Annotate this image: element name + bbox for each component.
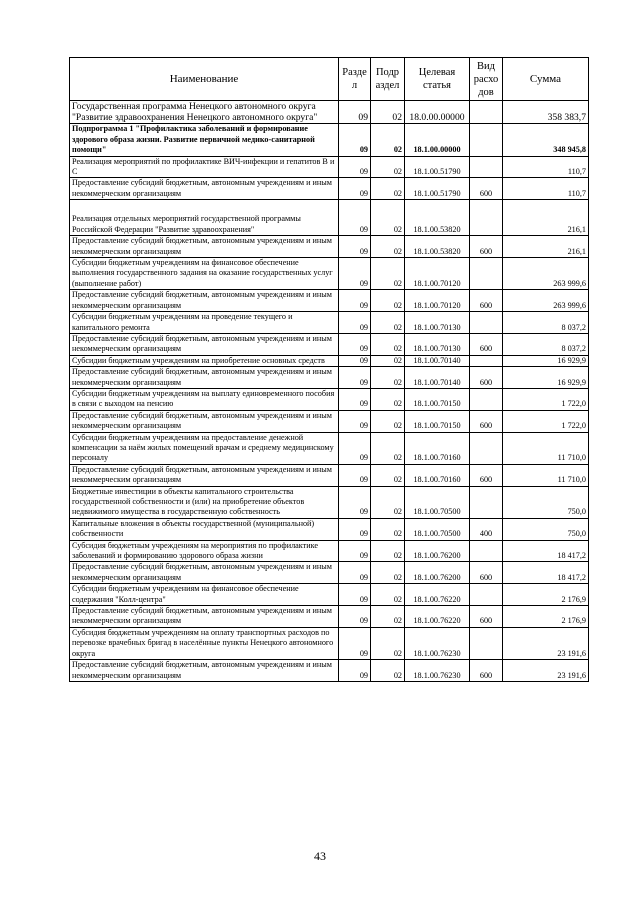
row-amount: 110,7	[503, 178, 589, 200]
row-name: Субсидии бюджетным учреждениям на приобретение основных средств	[70, 355, 339, 366]
row-amount: 358 383,7	[503, 101, 589, 124]
row-article: 18.1.00.53820	[405, 200, 470, 236]
table-row	[70, 606, 589, 628]
row-article: 18.1.00.70120	[405, 290, 470, 312]
table-row	[70, 156, 589, 178]
page-number: 43	[314, 849, 326, 863]
row-article: 18.1.00.76220	[405, 606, 470, 628]
row-subsection: 02	[371, 101, 405, 124]
table-row	[70, 660, 589, 682]
row-section: 09	[339, 388, 371, 410]
row-expense-type: 600	[470, 410, 503, 432]
row-subsection: 02	[371, 312, 405, 334]
row-subsection: 02	[371, 432, 405, 464]
row-name: Субсидии бюджетным учреждениям на финансовое обеспечение выполнения государственного задания на оказание государственных услуг (выполнение работ)	[70, 258, 339, 290]
row-section: 09	[339, 486, 371, 518]
row-subsection: 02	[371, 124, 405, 156]
row-article: 18.1.00.70160	[405, 464, 470, 486]
row-subsection: 02	[371, 584, 405, 606]
table-row	[70, 432, 589, 464]
row-article: 18.1.00.70150	[405, 410, 470, 432]
table-row	[70, 178, 589, 200]
table-row	[70, 258, 589, 290]
table-row	[70, 486, 589, 518]
row-amount: 16 929,9	[503, 355, 589, 366]
row-amount: 8 037,2	[503, 312, 589, 334]
table-row	[70, 627, 589, 659]
row-amount: 348 945,8	[503, 124, 589, 156]
row-expense-type: 600	[470, 178, 503, 200]
row-subsection: 02	[371, 178, 405, 200]
row-article: 18.1.00.70150	[405, 388, 470, 410]
row-article: 18.1.00.51790	[405, 156, 470, 178]
row-article: 18.1.00.76230	[405, 660, 470, 682]
row-subsection: 02	[371, 464, 405, 486]
row-name: Предоставление субсидий бюджетным, автономным учреждениям и иным некоммерческим организациям	[70, 367, 339, 389]
row-section: 09	[339, 432, 371, 464]
row-amount: 110,7	[503, 156, 589, 178]
row-article: 18.1.00.76220	[405, 584, 470, 606]
row-name: Реализация отдельных мероприятий государственной программы Российской Федерации "Развитие здравоохранения"	[70, 200, 339, 236]
row-subsection: 02	[371, 355, 405, 366]
table-header	[70, 58, 589, 101]
row-name: Субсидии бюджетным учреждениям на предоставление денежной компенсации за наём жилых помещений врачам и среднему медицинскому персоналу	[70, 432, 339, 464]
row-expense-type	[470, 627, 503, 659]
row-subsection: 02	[371, 518, 405, 540]
row-subsection: 02	[371, 410, 405, 432]
row-name: Бюджетные инвестиции в объекты капитального строительства государственной собственности и (или) на приобретение объектов недвижимого имущества в государственную собственность	[70, 486, 339, 518]
row-expense-type	[470, 101, 503, 124]
row-subsection: 02	[371, 258, 405, 290]
row-section: 09	[339, 540, 371, 562]
table-row	[70, 518, 589, 540]
header-expense-type: Вид расхо дов	[470, 58, 503, 101]
row-subsection: 02	[371, 486, 405, 518]
row-name: Предоставление субсидий бюджетным, автономным учреждениям и иным некоммерческим организациям	[70, 410, 339, 432]
row-name: Предоставление субсидий бюджетным, автономным учреждениям и иным некоммерческим организациям	[70, 236, 339, 258]
row-expense-type: 600	[470, 236, 503, 258]
table-row	[70, 101, 589, 124]
table-body	[70, 101, 589, 682]
row-amount: 750,0	[503, 486, 589, 518]
row-amount: 11 710,0	[503, 432, 589, 464]
row-expense-type: 600	[470, 333, 503, 355]
row-section: 09	[339, 178, 371, 200]
row-name: Реализация мероприятий по профилактике ВИЧ-инфекции и гепатитов В и С	[70, 156, 339, 178]
row-article: 18.1.00.70500	[405, 518, 470, 540]
table-row	[70, 367, 589, 389]
row-subsection: 02	[371, 540, 405, 562]
row-section: 09	[339, 584, 371, 606]
row-section: 09	[339, 518, 371, 540]
row-expense-type	[470, 200, 503, 236]
row-article: 18.1.00.76200	[405, 562, 470, 584]
row-subsection: 02	[371, 660, 405, 682]
table-row	[70, 200, 589, 236]
header-section: Разде л	[339, 58, 371, 101]
row-name: Субсидия бюджетным учреждениям на оплату транспортных расходов по перевозке врачебных бригад в населённые пункты Ненецкого автономного округа	[70, 627, 339, 659]
row-subsection: 02	[371, 388, 405, 410]
row-expense-type: 600	[470, 562, 503, 584]
row-name: Предоставление субсидий бюджетным, автономным учреждениям и иным некоммерческим организациям	[70, 333, 339, 355]
row-expense-type	[470, 540, 503, 562]
row-section: 09	[339, 124, 371, 156]
row-subsection: 02	[371, 200, 405, 236]
table-row	[70, 410, 589, 432]
row-subsection: 02	[371, 627, 405, 659]
table-row	[70, 333, 589, 355]
row-subsection: 02	[371, 367, 405, 389]
row-name: Субсидии бюджетным учреждениям на финансовое обеспечение содержания "Колл-центра"	[70, 584, 339, 606]
row-expense-type	[470, 355, 503, 366]
table-row	[70, 355, 589, 366]
row-expense-type	[470, 124, 503, 156]
row-name: Подпрограмма 1 "Профилактика заболеваний и формирование здорового образа жизни. Развитие первичной медико-санитарной помощи"	[70, 124, 339, 156]
row-expense-type: 600	[470, 367, 503, 389]
row-expense-type	[470, 388, 503, 410]
table-row	[70, 584, 589, 606]
row-amount: 216,1	[503, 200, 589, 236]
row-amount: 216,1	[503, 236, 589, 258]
row-amount: 263 999,6	[503, 290, 589, 312]
row-amount: 750,0	[503, 518, 589, 540]
row-amount: 1 722,0	[503, 388, 589, 410]
row-section: 09	[339, 101, 371, 124]
table-row	[70, 312, 589, 334]
row-section: 09	[339, 333, 371, 355]
row-article: 18.0.00.00000	[405, 101, 470, 124]
budget-table	[69, 57, 589, 682]
row-section: 09	[339, 312, 371, 334]
row-amount: 1 722,0	[503, 410, 589, 432]
row-amount: 18 417,2	[503, 562, 589, 584]
row-article: 18.1.00.53820	[405, 236, 470, 258]
row-name: Предоставление субсидий бюджетным, автономным учреждениям и иным некоммерческим организациям	[70, 660, 339, 682]
row-expense-type	[470, 156, 503, 178]
row-article: 18.1.00.51790	[405, 178, 470, 200]
row-amount: 8 037,2	[503, 333, 589, 355]
row-subsection: 02	[371, 236, 405, 258]
row-subsection: 02	[371, 290, 405, 312]
row-amount: 16 929,9	[503, 367, 589, 389]
row-article: 18.1.00.76200	[405, 540, 470, 562]
row-expense-type	[470, 432, 503, 464]
table-row	[70, 236, 589, 258]
row-amount: 263 999,6	[503, 258, 589, 290]
row-article: 18.1.00.70120	[405, 258, 470, 290]
row-expense-type: 600	[470, 290, 503, 312]
row-section: 09	[339, 660, 371, 682]
row-name: Государственная программа Ненецкого автономного округа "Развитие здравоохранения Ненецкого автономного округа"	[70, 101, 339, 124]
row-section: 09	[339, 464, 371, 486]
row-name: Предоставление субсидий бюджетным, автономным учреждениям и иным некоммерческим организациям	[70, 178, 339, 200]
table-row	[70, 562, 589, 584]
row-article: 18.1.00.70130	[405, 312, 470, 334]
row-name: Субсидия бюджетным учреждениям на мероприятия по профилактике заболеваний и формированию здорового образа жизни	[70, 540, 339, 562]
row-section: 09	[339, 355, 371, 366]
row-section: 09	[339, 156, 371, 178]
row-article: 18.1.00.70500	[405, 486, 470, 518]
row-section: 09	[339, 606, 371, 628]
row-amount: 11 710,0	[503, 464, 589, 486]
row-article: 18.1.00.70140	[405, 355, 470, 366]
row-expense-type	[470, 584, 503, 606]
row-section: 09	[339, 367, 371, 389]
row-section: 09	[339, 200, 371, 236]
row-expense-type: 600	[470, 464, 503, 486]
row-name: Предоставление субсидий бюджетным, автономным учреждениям и иным некоммерческим организациям	[70, 464, 339, 486]
row-article: 18.1.00.70130	[405, 333, 470, 355]
row-name: Субсидии бюджетным учреждениям на выплату единовременного пособия в связи с выходом на пенсию	[70, 388, 339, 410]
table-row	[70, 124, 589, 156]
table-row	[70, 388, 589, 410]
row-section: 09	[339, 562, 371, 584]
row-subsection: 02	[371, 606, 405, 628]
row-section: 09	[339, 258, 371, 290]
row-subsection: 02	[371, 333, 405, 355]
row-name: Капитальные вложения в объекты государственной (муниципальной) собственности	[70, 518, 339, 540]
row-amount: 23 191,6	[503, 660, 589, 682]
row-article: 18.1.00.70160	[405, 432, 470, 464]
row-expense-type	[470, 258, 503, 290]
row-name: Предоставление субсидий бюджетным, автономным учреждениям и иным некоммерческим организациям	[70, 290, 339, 312]
row-amount: 2 176,9	[503, 584, 589, 606]
row-section: 09	[339, 290, 371, 312]
row-subsection: 02	[371, 562, 405, 584]
header-name: Наименование	[70, 58, 339, 101]
row-article: 18.1.00.70140	[405, 367, 470, 389]
row-expense-type: 600	[470, 606, 503, 628]
row-section: 09	[339, 627, 371, 659]
row-section: 09	[339, 410, 371, 432]
header-amount: Сумма	[503, 58, 589, 101]
row-amount: 23 191,6	[503, 627, 589, 659]
table-row	[70, 290, 589, 312]
header-article: Целевая статья	[405, 58, 470, 101]
row-article: 18.1.00.00000	[405, 124, 470, 156]
row-expense-type	[470, 312, 503, 334]
row-name: Субсидии бюджетным учреждениям на проведение текущего и капитального ремонта	[70, 312, 339, 334]
row-subsection: 02	[371, 156, 405, 178]
row-amount: 18 417,2	[503, 540, 589, 562]
table-row	[70, 464, 589, 486]
row-article: 18.1.00.76230	[405, 627, 470, 659]
row-name: Предоставление субсидий бюджетным, автономным учреждениям и иным некоммерческим организациям	[70, 562, 339, 584]
row-expense-type: 600	[470, 660, 503, 682]
row-section: 09	[339, 236, 371, 258]
table-row	[70, 540, 589, 562]
row-expense-type	[470, 486, 503, 518]
row-expense-type: 400	[470, 518, 503, 540]
header-subsection: Подр аздел	[371, 58, 405, 101]
row-amount: 2 176,9	[503, 606, 589, 628]
row-name: Предоставление субсидий бюджетным, автономным учреждениям и иным некоммерческим организациям	[70, 606, 339, 628]
